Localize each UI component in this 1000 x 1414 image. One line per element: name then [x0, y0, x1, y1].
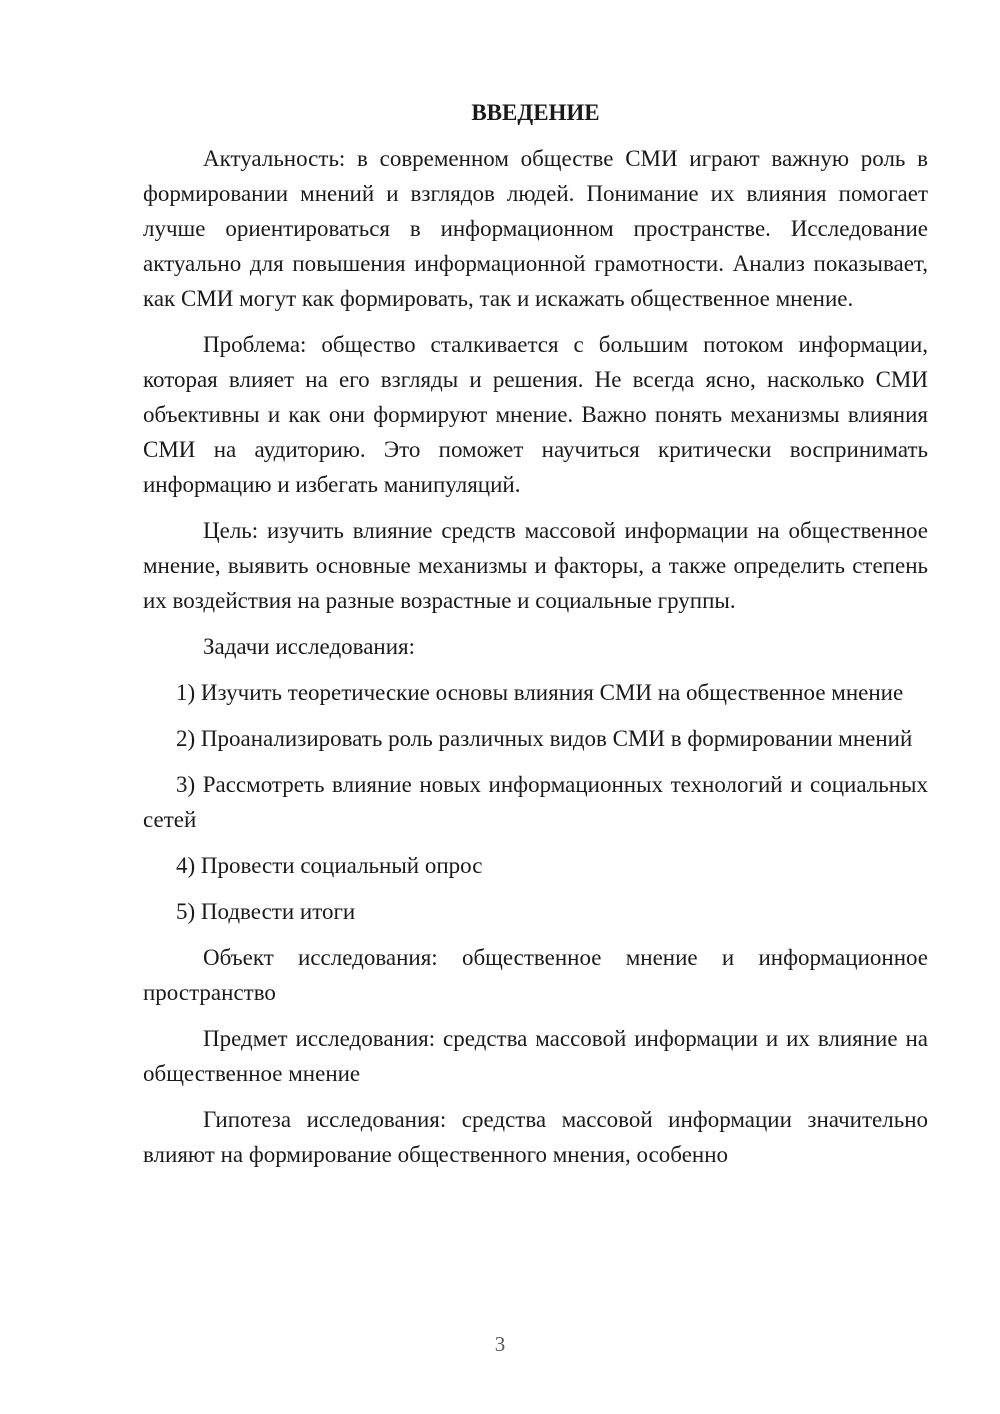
task-item: 5) Подвести итоги — [176, 899, 356, 924]
subject-paragraph: Предмет исследования: средства массовой информации и их влияние на общественное мнение — [143, 1026, 928, 1086]
document-body — [143, 95, 928, 1183]
tasks-intro: Задачи исследования: — [203, 634, 416, 659]
hypothesis-paragraph: Гипотеза исследования: средства массовой информации значительно влияют на формирование общественного мнения, особенно — [143, 1107, 928, 1167]
goal-paragraph: Цель: изучить влияние средств массовой информации на общественное мнение, выявить основные механизмы и факторы, а также определить степень их воздействия на разные возрастные и социальные группы. — [143, 518, 928, 613]
relevance-paragraph: Актуальность: в современном обществе СМИ играют важную роль в формировании мнений и взглядов людей. Понимание их влияния помогает лучше ориентироваться в информационном пространстве. Исследование актуально для повышения информационной грамотности. Анализ показывает, как СМИ могут как формировать, так и искажать общественное мнение. — [143, 146, 928, 311]
page-number: 3 — [494, 1332, 506, 1356]
problem-paragraph: Проблема: общество сталкивается с большим потоком информации, которая влияет на его взгляды и решения. Не всегда ясно, насколько СМИ объективны и как они формируют мнение. Важно понять механизмы влияния СМИ на аудиторию. Это поможет научиться критически воспринимать информацию и избегать манипуляций. — [143, 332, 928, 497]
task-item: 4) Провести социальный опрос — [176, 853, 483, 878]
task-item: 1) Изучить теоретические основы влияния СМИ на общественное мнение — [176, 680, 904, 705]
task-item: 3) Рассмотреть влияние новых информационных технологий и социальных сетей — [143, 772, 928, 832]
task-item: 2) Проанализировать роль различных видов СМИ в формировании мнений — [176, 726, 913, 751]
object-paragraph: Объект исследования: общественное мнение и информационное пространство — [143, 945, 928, 1005]
section-heading: ВВЕДЕНИЕ — [471, 100, 600, 125]
